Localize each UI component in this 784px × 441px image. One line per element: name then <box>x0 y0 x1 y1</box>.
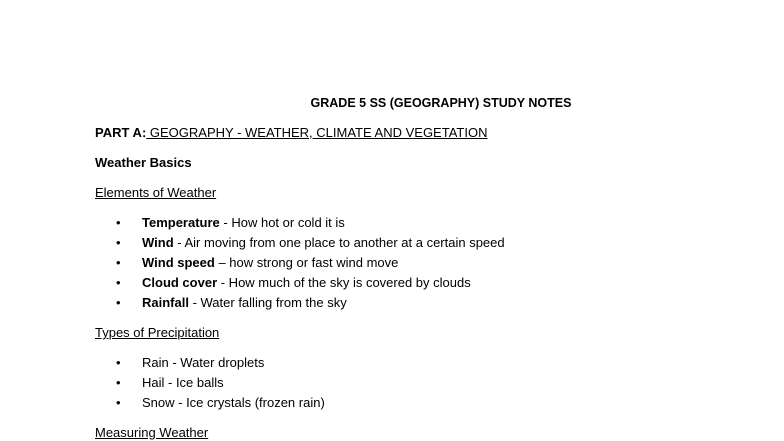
list-item <box>116 295 347 310</box>
section-heading-weather-basics: Weather Basics <box>95 155 192 170</box>
term: Rainfall <box>142 295 189 310</box>
subsection-measuring-weather: Measuring Weather <box>95 425 209 440</box>
description: - Water falling from the sky <box>188 295 347 310</box>
description: - How hot or cold it is <box>219 215 345 230</box>
bullet-icon: • <box>116 395 121 410</box>
list-item <box>116 235 505 250</box>
subsection-elements-of-weather: Elements of Weather <box>95 185 217 200</box>
document-title <box>0 96 784 110</box>
document-title-text: GRADE 5 SS (GEOGRAPHY) STUDY NOTES <box>310 96 572 110</box>
part-heading <box>95 125 487 140</box>
list-item-text: Snow - Ice crystals (frozen rain) <box>142 395 325 410</box>
bullet-icon: • <box>116 255 121 270</box>
list-item-text: Hail - Ice balls <box>142 375 224 390</box>
bullet-icon: • <box>116 275 121 290</box>
bullet-icon: • <box>116 235 121 250</box>
part-title: GEOGRAPHY - WEATHER, CLIMATE AND VEGETATION <box>146 125 488 140</box>
bullet-icon: • <box>116 355 121 370</box>
term: Temperature <box>142 215 220 230</box>
term: Wind <box>142 235 174 250</box>
list-item <box>116 375 224 390</box>
bullet-icon: • <box>116 375 121 390</box>
description: - How much of the sky is covered by clouds <box>217 275 471 290</box>
description: – how strong or fast wind move <box>214 255 399 270</box>
list-item <box>116 215 345 230</box>
list-item <box>116 275 471 290</box>
list-item <box>116 255 398 270</box>
term: Wind speed <box>142 255 215 270</box>
part-label: PART A: <box>95 125 147 140</box>
description: - Air moving from one place to another at a certain speed <box>173 235 505 250</box>
subsection-types-of-precipitation: Types of Precipitation <box>95 325 220 340</box>
bullet-icon: • <box>116 215 121 230</box>
bullet-icon: • <box>116 295 121 310</box>
list-item-text: Rain - Water droplets <box>142 355 265 370</box>
list-item <box>116 355 264 370</box>
term: Cloud cover <box>142 275 218 290</box>
list-item <box>116 395 325 410</box>
